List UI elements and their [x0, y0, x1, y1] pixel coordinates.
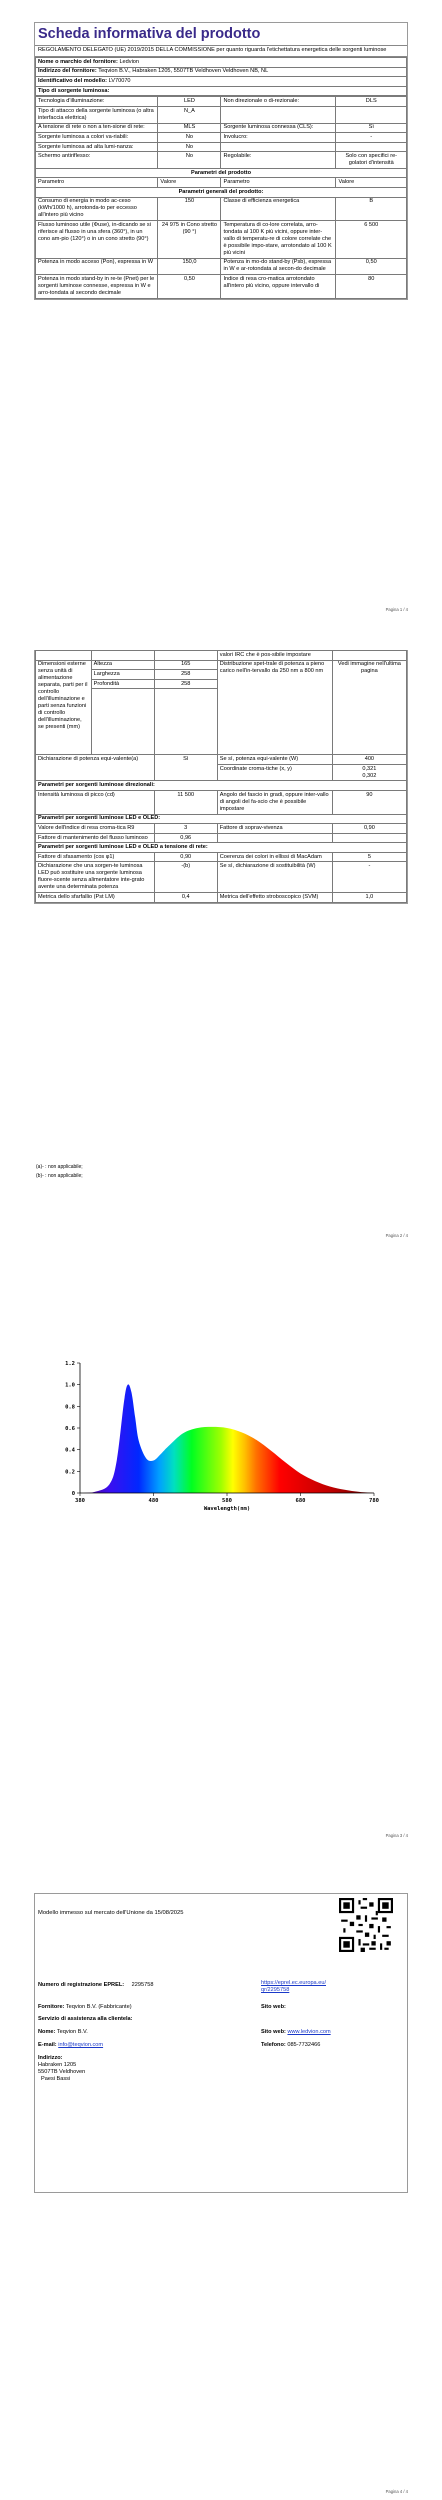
eprel-row	[38, 1982, 283, 1989]
mains-heading: Parametri per sorgenti luminose LED e OLED a tensione di rete:	[36, 843, 407, 853]
service-site-row: Sito web: www.ledvion.com	[261, 2029, 331, 2035]
spectrum-chart	[56, 1355, 386, 1513]
service-phone: 085-7732466	[287, 2042, 321, 2048]
supplier-table	[35, 57, 407, 96]
param-label: Fattore di mantenimento del flusso luminoso	[36, 833, 155, 843]
type-label	[221, 107, 336, 124]
param-label: Temperatura di co-lore correlata, arro-tondata al 100 K più vicini, oppure inter-vallo di temperatu-re di colore correlate che è possibile impo-stare, arrotondato al 100 K più vicini	[221, 221, 336, 259]
param-label: Valore dell'indice di resa croma-tica R9	[36, 824, 155, 834]
param-value: B	[336, 197, 407, 221]
param-value: 400	[332, 755, 406, 765]
service-phone-row: Telefono: 085-7732466	[261, 2042, 321, 2048]
param-label: Fattore di sfasamento (cos φ1)	[36, 852, 155, 862]
type-value: Sì	[336, 123, 407, 133]
type-label: Tecnologia d'illuminazione:	[36, 97, 158, 107]
param-value: 0,90	[332, 824, 406, 834]
type-value: No	[158, 133, 221, 143]
param-label: Se sì, dichiarazione di sostituibilità (W)	[217, 862, 332, 893]
type-value: MLS	[158, 123, 221, 133]
supplier-name-row: Nome o marchio del fornitore: Ledvion	[36, 58, 407, 68]
registration-frame	[34, 1893, 408, 2193]
param-value: 24 975 in Cono stretto (90 °)	[158, 221, 221, 259]
dim-value: 165	[154, 660, 217, 670]
spectrum-area	[80, 1384, 374, 1493]
param-value: 5	[332, 852, 406, 862]
param-value: 3	[154, 824, 217, 834]
param-value: 80	[336, 275, 407, 299]
type-label: Sorgente luminosa a colori va-riabili:	[36, 133, 158, 143]
eprel-number: 2295758	[131, 1982, 154, 1988]
service-heading: Servizio di assistenza alla clientela:	[38, 2016, 133, 2022]
address-line: 5507TB Veldhoven	[38, 2068, 86, 2075]
product-sheet-frame-cont	[34, 650, 408, 904]
param-label: Metrica dello sfarfallio (Pst LM)	[36, 893, 155, 903]
type-label: Sorgente luminosa connessa (CLS):	[221, 123, 336, 133]
supplier-row: Fornitore: Teqvion B.V. (Fabbricante)	[38, 2004, 132, 2010]
param-value: Sì	[154, 755, 217, 781]
page-number: Pagina 3 / 4	[385, 1833, 408, 1838]
type-label: Involucro:	[221, 133, 336, 143]
supplier-name: Ledvion	[119, 58, 140, 65]
param-label: Coordinate croma-tiche (x, y)	[217, 764, 332, 781]
type-label: Non direzionale o di-rezionale:	[221, 97, 336, 107]
supplier-value: Teqvion B.V. (Fabbricante)	[65, 2004, 132, 2010]
type-value	[336, 142, 407, 152]
param-value: 150,0	[158, 258, 221, 275]
y-tick-label: 0.4	[65, 1447, 75, 1454]
dim-label: Altezza	[91, 660, 154, 670]
y-tick-label: 0	[71, 1491, 75, 1497]
eprel-link[interactable]: https://eprel.ec.europa.eu/qr/2295758	[261, 1980, 326, 1993]
page-1	[0, 0, 442, 625]
param-value: 0,50	[158, 275, 221, 299]
param-value: 0,90	[154, 852, 217, 862]
param-value: -	[332, 862, 406, 893]
param-label: valori IRC che è pos-sibile impostare	[217, 651, 332, 661]
param-label: Distribuzione spet-trale di potenza a pieno carico nell'in-tervallo da 250 nm a 800 nm	[217, 660, 332, 755]
type-value: No	[158, 142, 221, 152]
supplier-address-row: Indirizzo del fornitore: Teqvion B.V., Habraken 1205, 5507TB Veldhoven Veldhoven NB, NL	[36, 67, 407, 77]
param-label: Potenza in modo acceso (Pon), espressa in W	[36, 258, 158, 275]
dim-label: Profondità	[91, 679, 154, 689]
sheet-title: Scheda informativa del prodotto	[35, 23, 407, 46]
placed-on-market: Modello immesso sul mercato dell'Unione da 15/08/2025	[38, 1910, 184, 1916]
param-value: 0,50	[336, 258, 407, 275]
dim-label: Larghezza	[91, 670, 154, 680]
x-axis-label: Wavelength(nm)	[203, 1506, 251, 1512]
address-label: Indirizzo:	[38, 2055, 63, 2061]
type-table	[35, 96, 407, 298]
x-tick-label: 380	[75, 1498, 85, 1504]
param-value: Vedi immagine nell'ultima pagina	[332, 660, 406, 755]
address-line: Habraken 1205	[38, 2062, 77, 2068]
param-label: Se sì, potenza equi-valente (W)	[217, 755, 332, 765]
address-block	[38, 2062, 85, 2083]
param-value: 0,4	[154, 893, 217, 903]
page-2	[0, 625, 442, 1250]
type-value: N_A	[158, 107, 221, 124]
x-tick-label: 580	[222, 1498, 232, 1504]
param-value: -(b)	[154, 862, 217, 893]
type-value: LED	[158, 97, 221, 107]
page-3	[0, 1250, 442, 1875]
product-sheet-frame	[34, 22, 408, 300]
supplier-address: Teqvion B.V., Habraken 1205, 5507TB Veldhoven Veldhoven NB, NL	[98, 68, 269, 75]
param-value: 0,321 0,302	[332, 764, 406, 781]
x-tick-label: 480	[148, 1498, 159, 1504]
param-label: Dichiarazione che una sorgen-te luminosa LED può sostituire una sorgente luminosa fluore-scente senza alimentatore inte-grato avente una determinata potenza	[36, 862, 155, 893]
type-label: A tensione di rete o non a ten-sione di rete:	[36, 123, 158, 133]
col-header: Valore	[336, 178, 407, 188]
param-value: 6 500	[336, 221, 407, 259]
dims-label: Dimensioni esterne senza unità di alimentazione separata, parti per il controllo dell'illuminazione e parti senza funzioni di controllo dell'illuminazione, se presenti (mm)	[36, 660, 92, 755]
param-value: 0,96	[154, 833, 217, 843]
type-label: Sorgente luminosa ad alta lumi-nanza:	[36, 142, 158, 152]
type-label	[221, 142, 336, 152]
param-label: Consumo di energia in modo ac-ceso (kWh/1000 h), arrotonda-to per eccesso all'intero più vicino	[36, 197, 158, 221]
service-email-row: E-mail: info@teqvion.com	[38, 2042, 104, 2048]
type-value: -	[336, 133, 407, 143]
param-label: Metrica dell'effetto stroboscopico (SVM)	[217, 893, 332, 903]
model-id: LV70070	[108, 78, 131, 85]
x-tick-label: 680	[295, 1498, 306, 1504]
type-value	[336, 107, 407, 124]
y-tick-label: 1.0	[65, 1382, 75, 1389]
service-name-row: Nome: Teqvion B.V.	[38, 2029, 88, 2035]
led-heading: Parametri per sorgenti luminose LED e OLED:	[36, 814, 407, 824]
param-value: 90	[332, 791, 406, 815]
type-value: DLS	[336, 97, 407, 107]
param-label: Fattore di soprav-vivenza	[217, 824, 332, 834]
page-number: Pagina 2 / 4	[385, 1233, 408, 1238]
type-value: Solo con specifici re-golatori d'intensità	[336, 152, 407, 169]
website-label: Sito web:	[261, 2004, 286, 2010]
service-site-link[interactable]: www.ledvion.com	[287, 2029, 331, 2035]
param-label: Dichiarazione di potenza equi-valente(a)	[36, 755, 155, 781]
page-number: Pagina 4 / 4	[385, 2489, 408, 2494]
page-4	[0, 1875, 442, 2500]
param-label: Flusso luminoso utile (Φuse), in-dicando se si riferisce al flusso in una sfera (360°), in un cono am-pio (120°) o in un cono stretto (90°)	[36, 221, 158, 259]
param-label: Potenza in mo-do stand-by (Psb), espressa in W e ar-rotondata al secon-do decimale	[221, 258, 336, 275]
param-label: Classe di efficienza energetica	[221, 197, 336, 221]
general-heading: Parametri generali del prodotto:	[36, 188, 407, 198]
spectrum-svg	[56, 1355, 386, 1513]
param-label: Angolo del fascio in gradi, oppure inter-vallo di angoli del fa-scio che è possibile impostare	[217, 791, 332, 815]
model-row: Identificativo del modello: LV70070	[36, 77, 407, 87]
address-line: Paesi Bassi	[41, 2075, 71, 2082]
col-header: Parametro	[221, 178, 336, 188]
x-tick-label: 780	[369, 1498, 379, 1504]
type-value: No	[158, 152, 221, 169]
service-name: Teqvion B.V.	[56, 2029, 88, 2035]
footnotes	[36, 1163, 83, 1180]
type-label: Tipo di attacco della sorgente luminosa (o altra interfaccia elettrica)	[36, 107, 158, 124]
footnote-a: (a)- : non applicabile;	[36, 1164, 83, 1170]
page-number: Pagina 1 / 4	[385, 607, 408, 612]
qr-code-icon	[339, 1898, 393, 1952]
y-tick-label: 0.8	[65, 1404, 75, 1411]
param-value: 150	[158, 197, 221, 221]
params-table-cont	[35, 650, 407, 903]
eprel-label: Numero di registrazione EPREL:	[38, 1982, 125, 1988]
dim-value: 258	[154, 670, 217, 680]
param-value: 11 500	[154, 791, 217, 815]
chart-layer	[65, 1361, 379, 1512]
params-heading: Parametri del prodotto	[36, 168, 407, 178]
param-label: Indice di resa cro-matica arrotondato all'intero più vicino, oppure intervallo di	[221, 275, 336, 299]
type-heading: Tipo di sorgente luminosa:	[36, 86, 407, 96]
param-label: Coerenza dei colori in ellissi di MacAdam	[217, 852, 332, 862]
param-value: 1,0	[332, 893, 406, 903]
footnote-b: (b)- : non applicabile;	[36, 1172, 83, 1179]
type-label: Regolabile:	[221, 152, 336, 169]
y-tick-label: 0.2	[65, 1469, 75, 1476]
y-tick-label: 1.2	[65, 1361, 75, 1367]
dim-value: 258	[154, 679, 217, 689]
type-label: Schermo antiriflesso:	[36, 152, 158, 169]
param-label: Potenza in modo stand-by in re-te (Pnet) per le sorgenti luminose connesse, espressa in W e arro-tondata al secondo decimale	[36, 275, 158, 299]
directional-heading: Parametri per sorgenti luminose direzionali:	[36, 781, 407, 791]
service-email-link[interactable]: info@teqvion.com	[58, 2042, 104, 2048]
regulation-text: REGOLAMENTO DELEGATO (UE) 2019/2015 DELLA COMMISSIONE per quanto riguarda l'etichettatura energetica delle sorgenti luminose	[35, 46, 407, 57]
col-header: Parametro	[36, 178, 158, 188]
param-label: Intensità luminosa di picco (cd)	[36, 791, 155, 815]
y-tick-label: 0.6	[65, 1426, 75, 1432]
col-header: Valore	[158, 178, 221, 188]
